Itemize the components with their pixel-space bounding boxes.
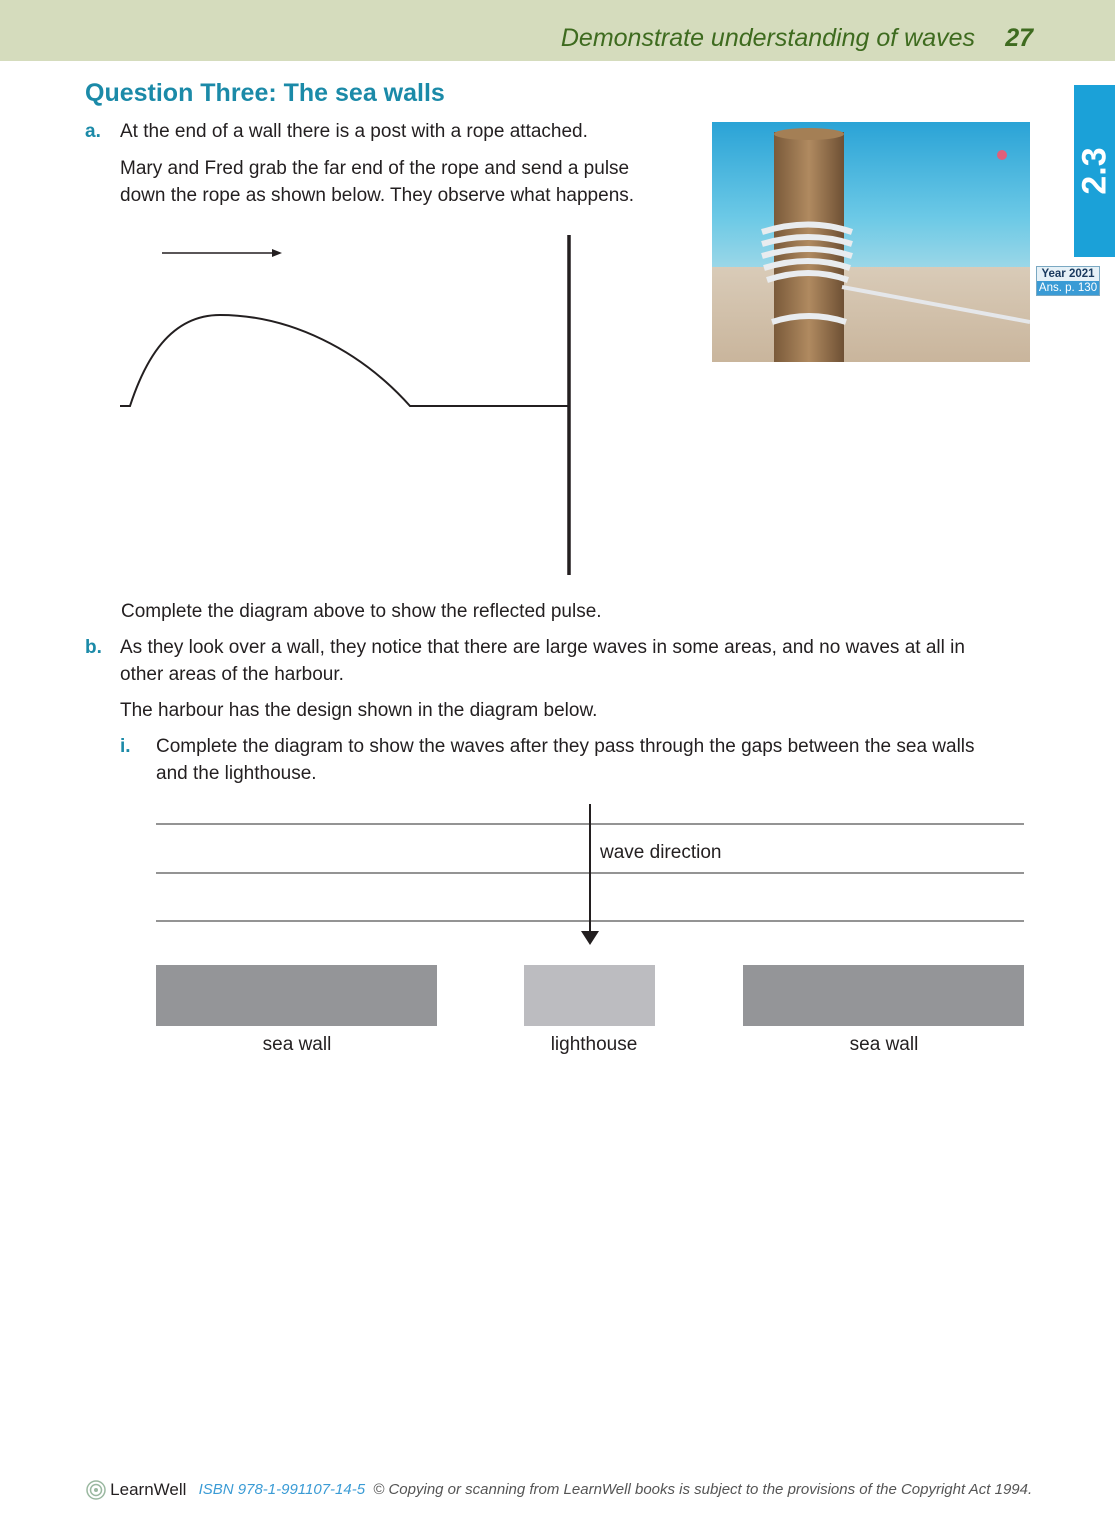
header-title: Demonstrate understanding of waves (560, 24, 975, 52)
year-label: Year 2021 (1037, 267, 1099, 281)
section-tab-label: 2.3 (1075, 147, 1113, 195)
answer-page-label: Ans. p. 130 (1038, 282, 1098, 294)
learnwell-logo-icon (86, 1480, 106, 1500)
part-b-i-text-1: Complete the diagram to show the waves after they pass through the gaps between the sea walls (156, 736, 975, 757)
right-sea-wall-label: sea wall (849, 1034, 919, 1055)
page-number: 27 (1005, 24, 1033, 52)
footer-copyright: © Copying or scanning from LearnWell books is subject to the provisions of the Copyright Act 1994. (373, 1480, 1033, 1498)
part-a-text-1: At the end of a wall there is a post with a rope attached. (120, 121, 588, 142)
part-b-label: b. (85, 637, 102, 658)
lighthouse (524, 965, 655, 1026)
part-b-i-label: i. (120, 736, 131, 757)
part-b-text-1b: other areas of the harbour. (120, 664, 344, 685)
part-a-instruction: Complete the diagram above to show the reflected pulse. (121, 601, 602, 622)
wave-direction-label: wave direction (600, 842, 722, 863)
right-sea-wall (743, 965, 1024, 1026)
question-title: Question Three: The sea walls (85, 79, 445, 107)
rope-pulse (120, 315, 570, 406)
footer-isbn: ISBN 978-1-991107-14-5 (198, 1480, 366, 1498)
pulse-direction-arrow (162, 249, 282, 257)
left-sea-wall-label: sea wall (262, 1034, 332, 1055)
part-a-text-2b: down the rope as shown below. They observe what happens. (120, 185, 635, 206)
lighthouse-label: lighthouse (550, 1034, 638, 1055)
part-a-text-2a: Mary and Fred grab the far end of the rope and send a pulse (120, 158, 630, 179)
post-with-rope-photo (712, 122, 1030, 362)
photo-illustration (712, 122, 1030, 362)
page-header (0, 0, 1115, 61)
harbour-diagram (145, 800, 1035, 1075)
rope-pulse-diagram (110, 230, 590, 585)
left-sea-wall (156, 965, 437, 1026)
wave-direction-arrow (581, 804, 599, 945)
part-b-i-text-2: and the lighthouse. (156, 763, 317, 784)
part-b-text-2: The harbour has the design shown in the diagram below. (120, 700, 598, 721)
year-reference-box (1036, 266, 1100, 296)
part-a-label: a. (85, 121, 101, 142)
section-tab (1074, 85, 1115, 257)
part-b-text-1a: As they look over a wall, they notice that there are large waves in some areas, and no waves at all in (120, 637, 965, 658)
footer-brand: LearnWell (110, 1480, 187, 1499)
page-footer (86, 1480, 1032, 1500)
